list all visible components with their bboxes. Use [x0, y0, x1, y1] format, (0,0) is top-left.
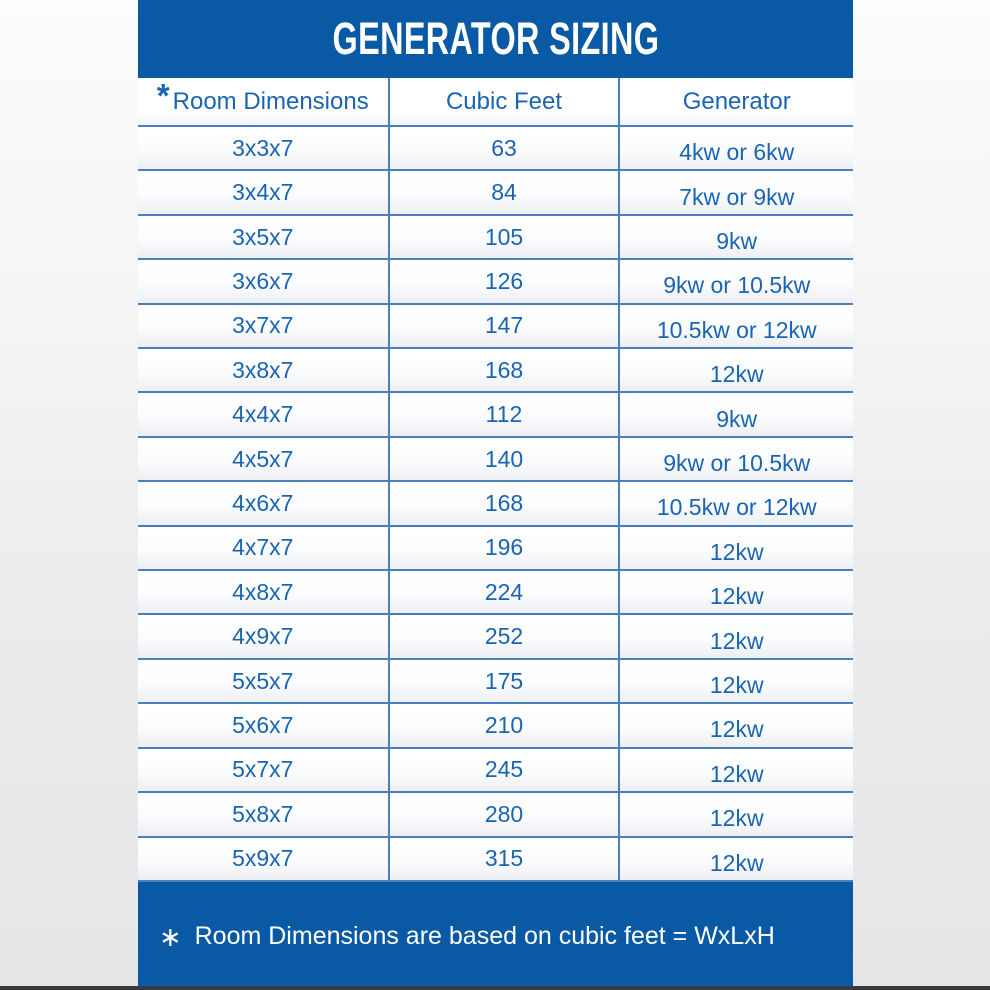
table-cell-cubic-feet: 126	[388, 260, 619, 302]
table-row	[138, 171, 853, 215]
table-row	[138, 838, 853, 882]
table-cell-cubic-feet: 84	[388, 171, 619, 213]
table-cell-generator: 12kw	[618, 704, 853, 746]
table-cell-cubic-feet: 280	[388, 793, 619, 835]
title-banner	[138, 0, 853, 78]
table-cell-generator: 12kw	[618, 349, 853, 391]
table-cell-room-dimensions: 3x8x7	[232, 356, 294, 383]
table-row	[138, 393, 853, 437]
table-cell-generator: 12kw	[618, 527, 853, 569]
table-row	[138, 216, 853, 260]
table-cell-room-dimensions: 4x9x7	[232, 623, 294, 650]
table-cell-room-dimensions: 4x5x7	[232, 445, 294, 472]
table-cell-generator: 12kw	[618, 660, 853, 702]
asterisk-icon: ∗	[159, 921, 182, 952]
table-cell-generator: 12kw	[618, 615, 853, 657]
table-cell-room-dimensions: 5x8x7	[232, 800, 294, 827]
table-cell-cubic-feet: 315	[388, 838, 619, 880]
table-cell-generator: 12kw	[618, 749, 853, 791]
table-cell-room-dimensions: 4x6x7	[232, 489, 294, 516]
table-row	[138, 260, 853, 304]
table-cell-generator: 12kw	[618, 571, 853, 613]
table-cell-cubic-feet: 112	[388, 393, 619, 435]
page-title: GENERATOR SIZING	[332, 13, 659, 64]
table-body	[138, 127, 853, 882]
table-row	[138, 793, 853, 837]
table-cell-room-dimensions: 3x3x7	[232, 134, 294, 161]
table-cell-cubic-feet: 168	[388, 482, 619, 524]
table-row	[138, 749, 853, 793]
table-cell-room-dimensions: 5x7x7	[232, 756, 294, 783]
table-cell-cubic-feet: 105	[388, 216, 619, 258]
table-row	[138, 349, 853, 393]
table-cell-room-dimensions: 3x5x7	[232, 223, 294, 250]
table-cell-room-dimensions: 3x4x7	[232, 179, 294, 206]
table-cell-generator: 4kw or 6kw	[618, 127, 853, 169]
table-cell-cubic-feet: 175	[388, 660, 619, 702]
table-cell-room-dimensions: 4x8x7	[232, 578, 294, 605]
table-cell-cubic-feet: 224	[388, 571, 619, 613]
column-header-label: Room Dimensions	[172, 87, 369, 115]
table-row	[138, 527, 853, 571]
table-row	[138, 571, 853, 615]
table-cell-cubic-feet: 63	[388, 127, 619, 169]
table-header-row	[138, 78, 853, 127]
column-header-room-dimensions: * Room Dimensions	[156, 78, 369, 115]
table-cell-cubic-feet: 168	[388, 349, 619, 391]
table-cell-room-dimensions: 5x6x7	[232, 711, 294, 738]
table-cell-cubic-feet: 252	[388, 615, 619, 657]
table-cell-cubic-feet: 245	[388, 749, 619, 791]
table-cell-room-dimensions: 4x7x7	[232, 534, 294, 561]
sizing-table	[138, 78, 853, 882]
table-cell-room-dimensions: 4x4x7	[232, 401, 294, 428]
column-header-cubic-feet: Cubic Feet	[388, 78, 619, 125]
table-row	[138, 305, 853, 349]
table-cell-generator: 9kw	[618, 216, 853, 258]
column-header-generator: Generator	[618, 78, 853, 125]
table-cell-generator: 10.5kw or 12kw	[618, 482, 853, 524]
table-cell-generator: 9kw or 10.5kw	[618, 438, 853, 480]
footnote	[138, 882, 853, 990]
table-cell-generator: 9kw or 10.5kw	[618, 260, 853, 302]
table-cell-room-dimensions: 5x5x7	[232, 667, 294, 694]
bottom-edge-strip	[0, 986, 990, 990]
table-cell-generator: 10.5kw or 12kw	[618, 305, 853, 347]
table-row	[138, 704, 853, 748]
table-row	[138, 438, 853, 482]
table-cell-cubic-feet: 147	[388, 305, 619, 347]
table-cell-room-dimensions: 3x7x7	[232, 312, 294, 339]
table-row	[138, 127, 853, 171]
table-cell-generator: 12kw	[618, 793, 853, 835]
table-cell-generator: 7kw or 9kw	[618, 171, 853, 213]
table-row	[138, 482, 853, 526]
table-cell-cubic-feet: 196	[388, 527, 619, 569]
table-cell-generator: 9kw	[618, 393, 853, 435]
table-row	[138, 615, 853, 659]
table-cell-room-dimensions: 5x9x7	[232, 845, 294, 872]
table-cell-cubic-feet: 210	[388, 704, 619, 746]
table-cell-room-dimensions: 3x6x7	[232, 267, 294, 294]
table-cell-generator: 12kw	[618, 838, 853, 880]
footnote-text: Room Dimensions are based on cubic feet = WxLxH	[194, 921, 775, 950]
generator-sizing-panel	[138, 0, 853, 990]
table-row	[138, 660, 853, 704]
table-cell-cubic-feet: 140	[388, 438, 619, 480]
